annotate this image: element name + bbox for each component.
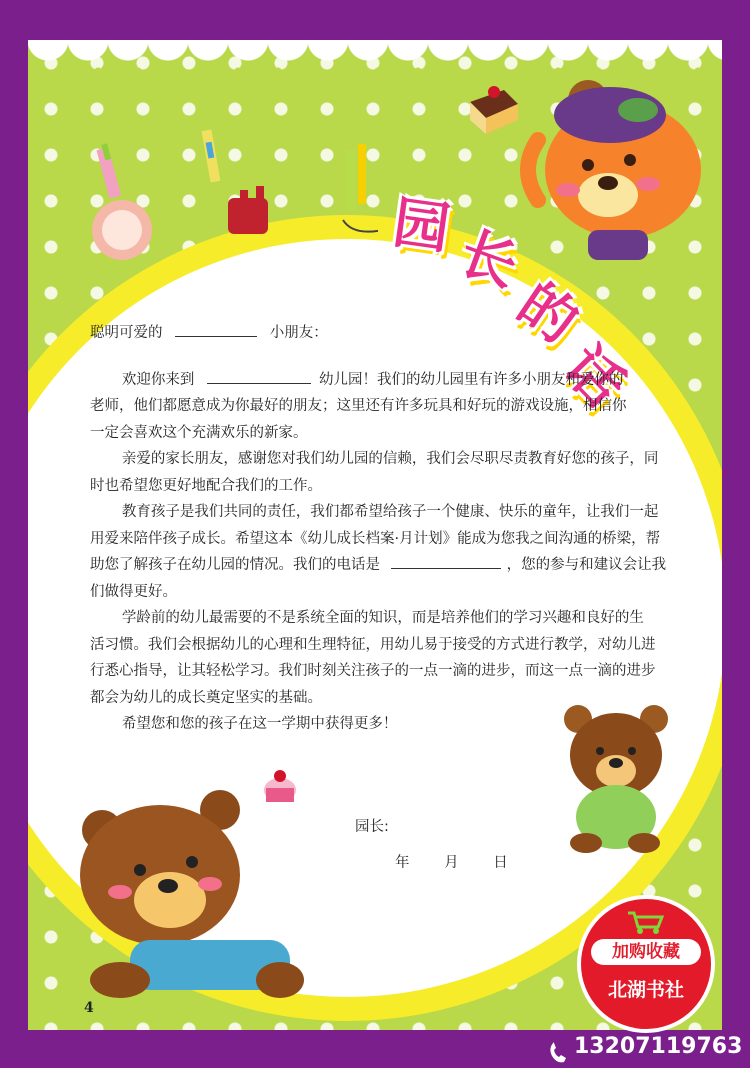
paragraph-text: 学龄前的幼儿最需要的不是系统全面的知识，而是培养他们的学习兴趣和良好的生活习惯。我们会根据幼儿的心理和生理特征，用幼儿易于接受的方式进行教学，对幼儿进行悉心指导，让其轻松学习。我们时刻关注孩子的一点一滴的进步，而这一点一滴的进步都会为幼儿的成长奠定坚实的基础。 <box>90 610 656 706</box>
greeting-suffix: 小朋友： <box>269 325 328 341</box>
paragraph-text: 欢迎你来到 <box>121 371 195 388</box>
paragraph-text: 亲爱的家长朋友，感谢您对我们幼儿园的信赖，我们会尽职尽责教育好您的孩子，同时也希望您更好地配合我们的工作。 <box>90 451 659 494</box>
paragraph-responsibility <box>90 499 668 605</box>
date-month: 月 <box>444 855 459 871</box>
paragraph-text: 希望您和您的孩子在这一学期中获得更多！ <box>121 716 398 732</box>
title-char: 的 <box>506 271 589 357</box>
paragraph-text: 教育孩子是我们共同的责任，我们都希望给孩子一个健康、快乐的童年，让我们一起用爱来陪伴孩子成长。希望这本《幼儿成长档案·月计划》能成为您我之间沟通的桥梁，帮助您了解孩子在幼儿园的情况。我们的电话是 <box>90 504 661 573</box>
principal-signature-label: 园长: <box>355 819 389 835</box>
big-bear-icon <box>80 780 310 1010</box>
greeting-line <box>90 320 690 347</box>
paragraph-text: 幼儿园！我们的幼儿园里有许多小朋友和爱你的老师，他们都愿意成为你最好的朋友；这里还有许多玩具和好玩的游戏设施，相信你一定会喜欢这个充满欢乐的新家。 <box>90 371 627 441</box>
store-badge[interactable] <box>577 895 715 1033</box>
store-name: 北湖书社 <box>607 979 684 1001</box>
title-char: 园 <box>389 190 454 263</box>
paragraph-closing <box>90 711 650 738</box>
paragraph-parents <box>90 446 668 499</box>
date-day: 日 <box>493 855 508 871</box>
title-char: 话 <box>550 334 637 420</box>
shopping-cart-icon <box>626 909 666 935</box>
letter-body <box>90 320 690 738</box>
kindergarten-name-blank[interactable] <box>207 369 311 384</box>
greeting-prefix: 聪明可爱的 <box>90 325 163 341</box>
child-name-blank[interactable] <box>175 322 257 337</box>
phone-icon <box>548 1040 570 1064</box>
clothespin-decorations <box>88 120 378 260</box>
date-year: 年 <box>395 855 410 871</box>
paragraph-learning <box>90 605 656 711</box>
phone-number-blank[interactable] <box>391 554 501 569</box>
page-number: 4 <box>84 1000 94 1016</box>
paragraph-text: ，您的参与和建议会让我们做得更好。 <box>90 557 667 600</box>
cake-icon <box>464 78 524 138</box>
title-char: 长 <box>451 220 526 301</box>
phone-number: 13207119763 <box>574 1034 743 1059</box>
signature-date <box>395 851 538 872</box>
paragraph-welcome <box>90 367 636 447</box>
add-to-cart-label[interactable]: 加购收藏 <box>591 939 701 965</box>
